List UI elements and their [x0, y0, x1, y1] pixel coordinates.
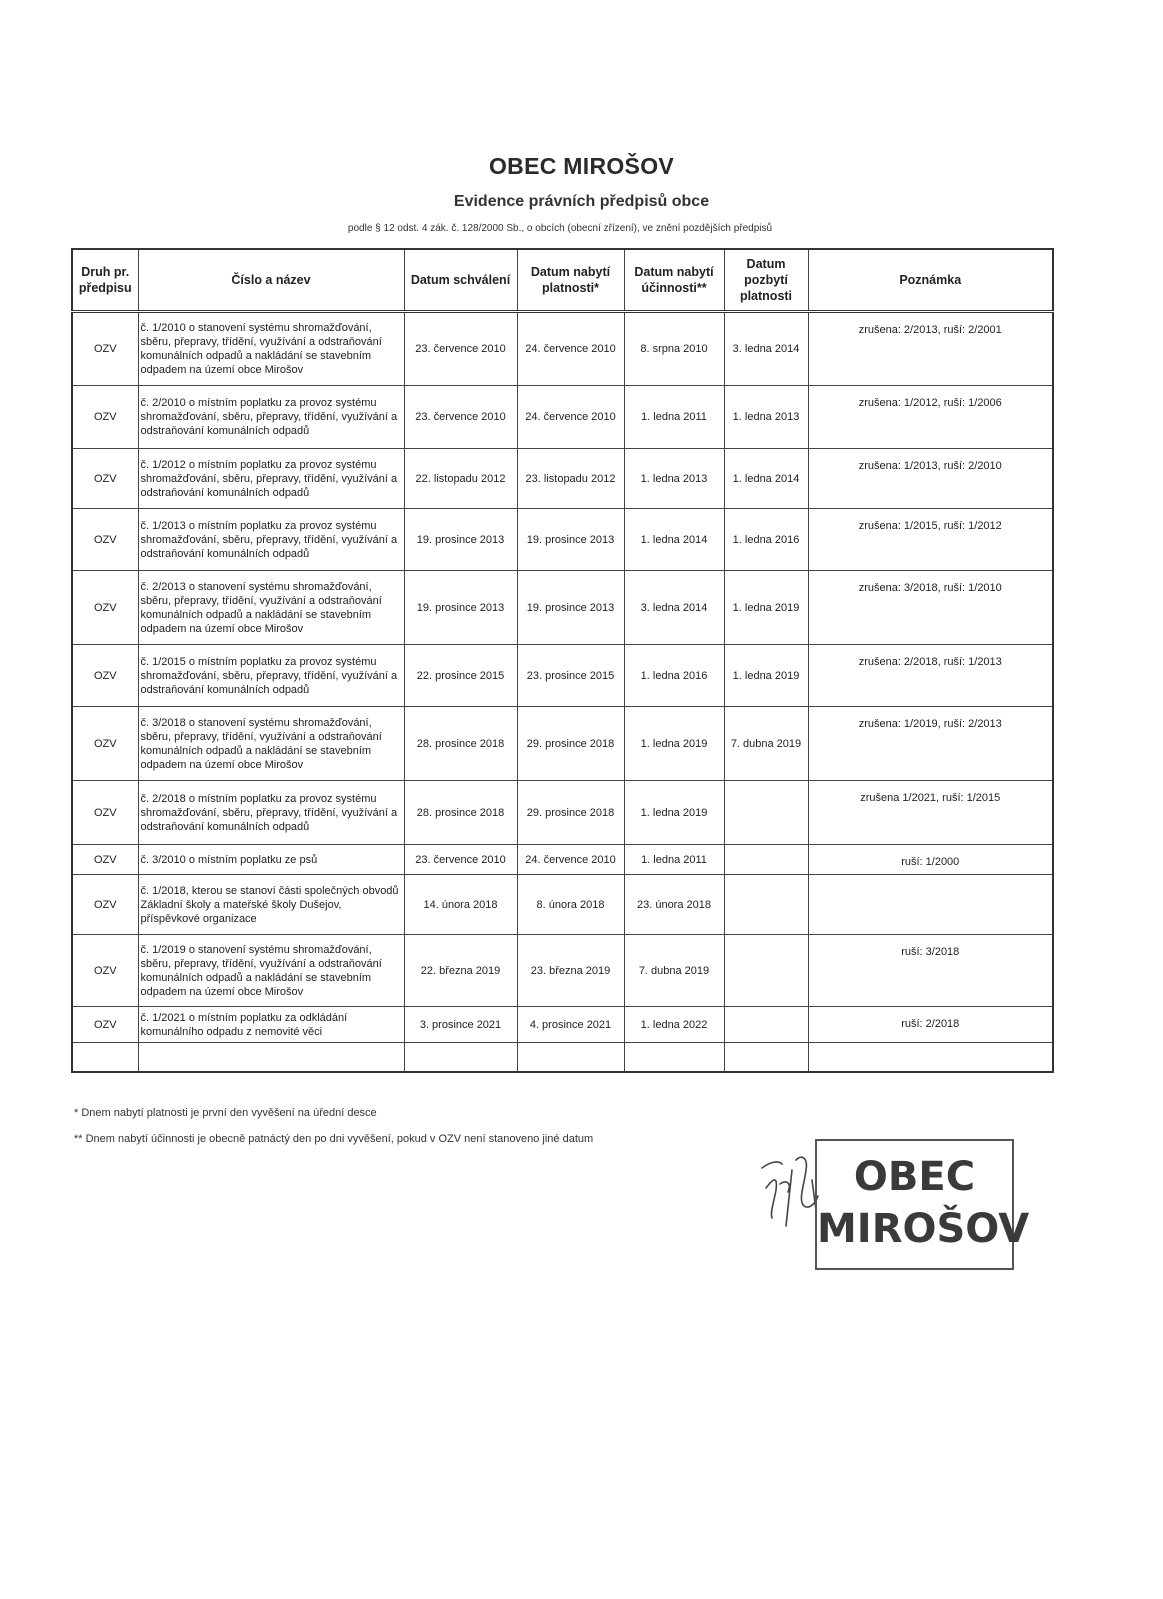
expiry-date-cell: 1. ledna 2014 — [724, 449, 808, 509]
validity-date-cell: 29. prosince 2018 — [517, 707, 624, 781]
header-note: Poznámka — [808, 249, 1053, 312]
page-title: OBEC MIROŠOV — [488, 153, 675, 179]
header-effect: Datum nabytí účinnosti** — [624, 249, 724, 312]
note-cell: zrušena 1/2021, ruší: 1/2015 — [808, 781, 1053, 845]
validity-date-cell: 19. prosince 2013 — [517, 509, 624, 571]
doc-type-cell: OZV — [72, 875, 138, 935]
note-cell — [808, 875, 1053, 935]
legal-basis: podle § 12 odst. 4 zák. č. 128/2000 Sb., o obcích (obecní zřízení), ve znění pozdějších předpisů — [347, 223, 773, 234]
header-expiry: Datum pozbytí platnosti — [724, 249, 808, 312]
doc-type-cell: OZV — [72, 571, 138, 645]
validity-date-cell: 24. července 2010 — [517, 312, 624, 386]
note-cell: ruší: 3/2018 — [808, 935, 1053, 1007]
doc-type-cell: OZV — [72, 645, 138, 707]
header-number: Číslo a název — [138, 249, 404, 312]
table-row — [72, 781, 1053, 845]
expiry-date-cell — [724, 781, 808, 845]
table-row — [72, 845, 1053, 875]
header-type: Druh pr. předpisu — [72, 249, 138, 312]
effect-date-cell: 8. srpna 2010 — [624, 312, 724, 386]
effect-date-cell: 1. ledna 2011 — [624, 845, 724, 875]
validity-date-cell: 24. července 2010 — [517, 386, 624, 449]
doc-name-cell: č. 1/2015 o místním poplatku za provoz systému shromažďování, sběru, přepravy, třídění, využívání a odstraňování komunálních odpadů — [138, 645, 404, 707]
effect-date-cell: 1. ledna 2022 — [624, 1007, 724, 1043]
doc-name-cell: č. 2/2018 o místním poplatku za provoz systému shromažďování, sběru, přepravy, třídění, využívání a odstraňování komunálních odpadů — [138, 781, 404, 845]
table-cell — [72, 1043, 138, 1073]
note-cell: zrušena: 1/2015, ruší: 1/2012 — [808, 509, 1053, 571]
expiry-date-cell: 1. ledna 2019 — [724, 571, 808, 645]
effect-date-cell: 1. ledna 2016 — [624, 645, 724, 707]
expiry-date-cell — [724, 935, 808, 1007]
effect-date-cell: 1. ledna 2011 — [624, 386, 724, 449]
approval-date-cell: 19. prosince 2013 — [404, 571, 517, 645]
table-cell — [517, 1043, 624, 1073]
table-row — [72, 449, 1053, 509]
effect-date-cell: 23. února 2018 — [624, 875, 724, 935]
table-cell — [404, 1043, 517, 1073]
validity-date-cell: 8. února 2018 — [517, 875, 624, 935]
doc-type-cell: OZV — [72, 312, 138, 386]
effect-date-cell: 1. ledna 2019 — [624, 781, 724, 845]
doc-name-cell: č. 3/2018 o stanovení systému shromažďování, sběru, přepravy, třídění, využívání a odstraňování komunálních odpadů a nakládání se stavebním odpadem na území obce Mirošov — [138, 707, 404, 781]
doc-name-cell: č. 1/2019 o stanovení systému shromažďování, sběru, přepravy, třídění, využívání a odstraňování komunálních odpadů a nakládání se stavebním odpadem na území obce Mirošov — [138, 935, 404, 1007]
doc-name-cell: č. 1/2012 o místním poplatku za provoz systému shromažďování, sběru, přepravy, třídění, využívání a odstraňování komunálních odpadů — [138, 449, 404, 509]
approval-date-cell: 28. prosince 2018 — [404, 781, 517, 845]
note-cell: zrušena: 1/2013, ruší: 2/2010 — [808, 449, 1053, 509]
doc-type-cell: OZV — [72, 386, 138, 449]
doc-type-cell: OZV — [72, 781, 138, 845]
header-approval: Datum schválení — [404, 249, 517, 312]
table-row — [72, 312, 1053, 386]
table-cell — [138, 1043, 404, 1073]
validity-date-cell: 19. prosince 2013 — [517, 571, 624, 645]
validity-date-cell: 23. listopadu 2012 — [517, 449, 624, 509]
table-cell — [808, 1043, 1053, 1073]
approval-date-cell: 22. listopadu 2012 — [404, 449, 517, 509]
validity-date-cell: 23. března 2019 — [517, 935, 624, 1007]
table-row — [72, 386, 1053, 449]
doc-type-cell: OZV — [72, 509, 138, 571]
approval-date-cell: 23. července 2010 — [404, 845, 517, 875]
table-row — [72, 645, 1053, 707]
approval-date-cell: 23. července 2010 — [404, 312, 517, 386]
table-row — [72, 875, 1053, 935]
doc-name-cell: č. 1/2021 o místním poplatku za odkládání komunálního odpadu z nemovité věci — [138, 1007, 404, 1043]
doc-type-cell: OZV — [72, 1007, 138, 1043]
note-cell: zrušena: 2/2018, ruší: 1/2013 — [808, 645, 1053, 707]
effect-date-cell: 7. dubna 2019 — [624, 935, 724, 1007]
note-cell: zrušena: 3/2018, ruší: 1/2010 — [808, 571, 1053, 645]
header-validity: Datum nabytí platnosti* — [517, 249, 624, 312]
table-cell — [724, 1043, 808, 1073]
empty-row — [72, 1043, 1053, 1073]
table-header-row — [72, 249, 1053, 312]
expiry-date-cell — [724, 1007, 808, 1043]
doc-type-cell: OZV — [72, 845, 138, 875]
regulations-table — [71, 248, 1054, 1073]
validity-date-cell: 23. prosince 2015 — [517, 645, 624, 707]
effect-date-cell: 3. ledna 2014 — [624, 571, 724, 645]
approval-date-cell: 3. prosince 2021 — [404, 1007, 517, 1043]
note-cell: ruší: 1/2000 — [808, 845, 1053, 875]
footnote-effect: ** Dnem nabytí účinnosti je obecně patnáctý den po dni vyvěšení, pokud v OZV není stanoveno jiné datum — [74, 1133, 594, 1145]
doc-type-cell: OZV — [72, 707, 138, 781]
expiry-date-cell: 7. dubna 2019 — [724, 707, 808, 781]
page-subtitle: Evidence právních předpisů obce — [453, 193, 710, 210]
table-cell — [624, 1043, 724, 1073]
doc-name-cell: č. 1/2018, kterou se stanoví části společných obvodů Základní školy a mateřské školy Dušejov, příspěvkové organizace — [138, 875, 404, 935]
doc-name-cell: č. 1/2013 o místním poplatku za provoz systému shromažďování, sběru, přepravy, třídění, využívání a odstraňování komunálních odpadů — [138, 509, 404, 571]
municipal-stamp — [815, 1139, 1030, 1270]
validity-date-cell: 29. prosince 2018 — [517, 781, 624, 845]
expiry-date-cell: 1. ledna 2013 — [724, 386, 808, 449]
doc-type-cell: OZV — [72, 449, 138, 509]
table-row — [72, 509, 1053, 571]
stamp-line-2: MIROŠOV — [817, 1206, 1030, 1252]
approval-date-cell: 28. prosince 2018 — [404, 707, 517, 781]
expiry-date-cell: 3. ledna 2014 — [724, 312, 808, 386]
doc-type-cell: OZV — [72, 935, 138, 1007]
approval-date-cell: 22. prosince 2015 — [404, 645, 517, 707]
effect-date-cell: 1. ledna 2019 — [624, 707, 724, 781]
doc-name-cell: č. 1/2010 o stanovení systému shromažďování, sběru, přepravy, třídění, využívání a odstraňování komunálních odpadů a nakládání se stavebním odpadem na území obce Mirošov — [138, 312, 404, 386]
doc-name-cell: č. 3/2010 o místním poplatku ze psů — [138, 845, 404, 875]
approval-date-cell: 19. prosince 2013 — [404, 509, 517, 571]
table-row — [72, 1007, 1053, 1043]
footnote-validity: * Dnem nabytí platnosti je první den vyvěšení na úřední desce — [74, 1107, 377, 1119]
doc-name-cell: č. 2/2013 o stanovení systému shromažďování, sběru, přepravy, třídění, využívání a odstraňování komunálních odpadů a nakládání se stavebním odpadem na území obce Mirošov — [138, 571, 404, 645]
note-cell: zrušena: 1/2019, ruší: 2/2013 — [808, 707, 1053, 781]
stamp-line-1: OBEC — [853, 1154, 976, 1200]
table-row — [72, 571, 1053, 645]
expiry-date-cell: 1. ledna 2019 — [724, 645, 808, 707]
note-cell: ruší: 2/2018 — [808, 1007, 1053, 1043]
doc-name-cell: č. 2/2010 o místním poplatku za provoz systému shromažďování, sběru, přepravy, třídění, využívání a odstraňování komunálních odpadů — [138, 386, 404, 449]
expiry-date-cell — [724, 875, 808, 935]
validity-date-cell: 24. července 2010 — [517, 845, 624, 875]
validity-date-cell: 4. prosince 2021 — [517, 1007, 624, 1043]
note-cell: zrušena: 2/2013, ruší: 2/2001 — [808, 312, 1053, 386]
table-row — [72, 707, 1053, 781]
effect-date-cell: 1. ledna 2014 — [624, 509, 724, 571]
approval-date-cell: 23. července 2010 — [404, 386, 517, 449]
expiry-date-cell: 1. ledna 2016 — [724, 509, 808, 571]
expiry-date-cell — [724, 845, 808, 875]
approval-date-cell: 14. února 2018 — [404, 875, 517, 935]
effect-date-cell: 1. ledna 2013 — [624, 449, 724, 509]
note-cell: zrušena: 1/2012, ruší: 1/2006 — [808, 386, 1053, 449]
approval-date-cell: 22. března 2019 — [404, 935, 517, 1007]
table-row — [72, 935, 1053, 1007]
